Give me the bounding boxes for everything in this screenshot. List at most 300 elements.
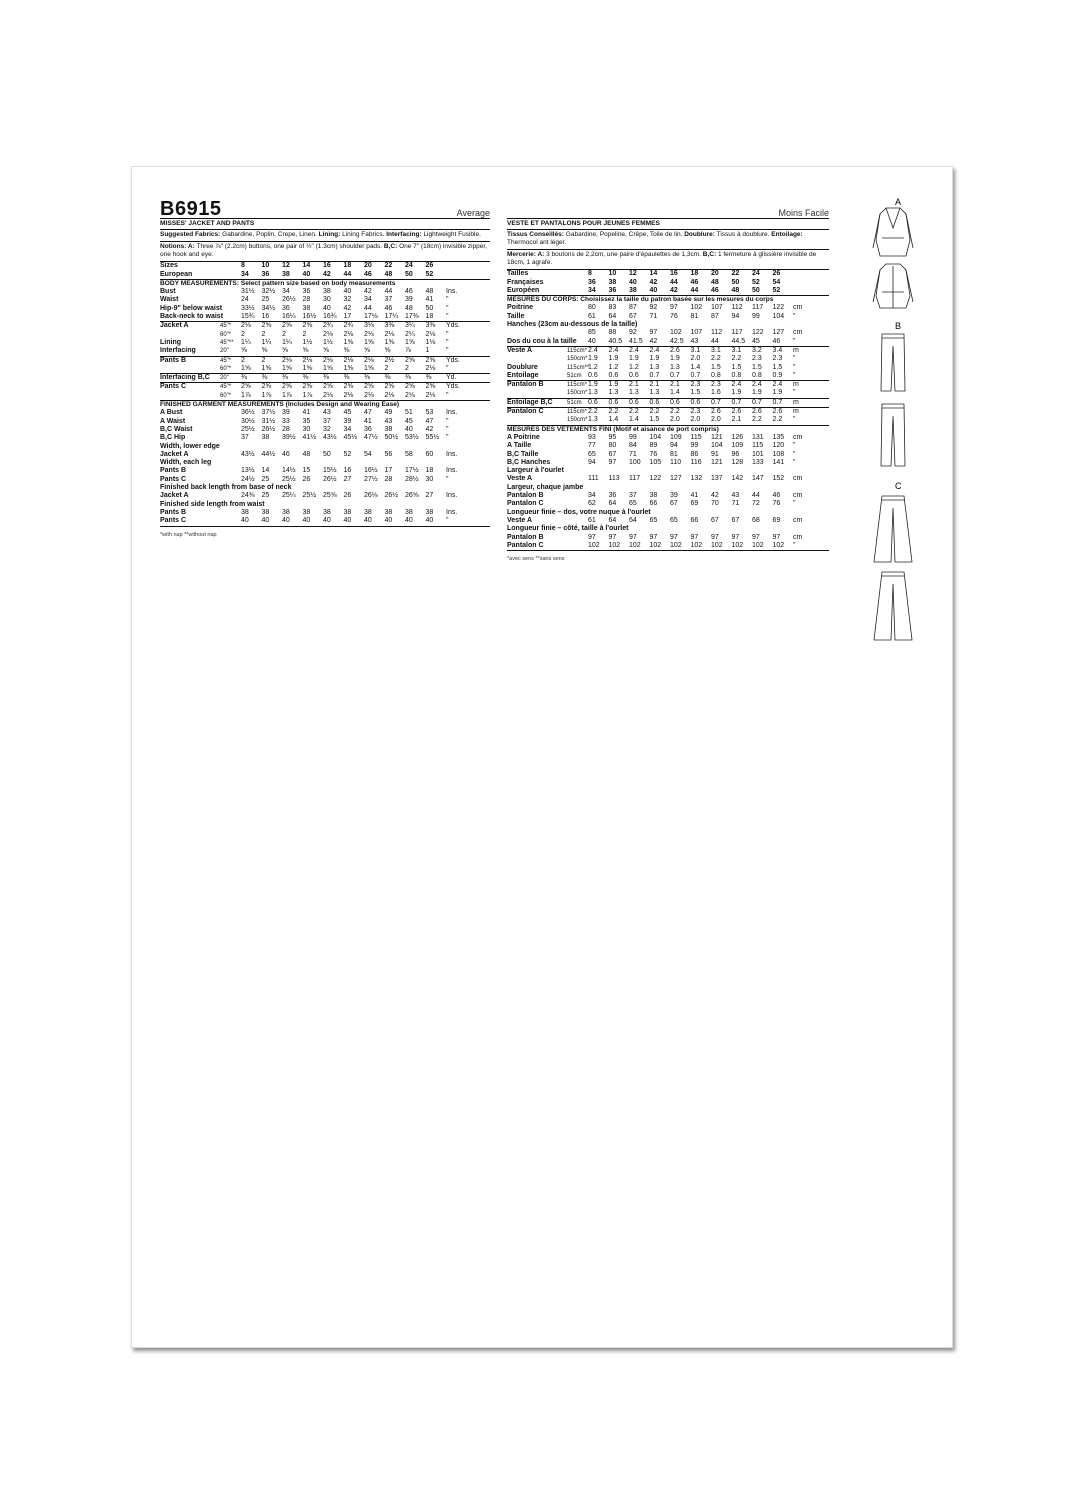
table-row bbox=[160, 509, 490, 517]
unit-label: cm bbox=[793, 304, 803, 312]
size-cell: 24 bbox=[405, 262, 413, 270]
size-cell: 46 bbox=[690, 278, 699, 286]
size-cell: 48 bbox=[731, 286, 740, 294]
table-cell: 2⅝ bbox=[405, 383, 415, 391]
table-cell: 40 bbox=[588, 337, 596, 345]
table-cell: 97 bbox=[670, 304, 678, 312]
table-row bbox=[160, 374, 490, 382]
yardage-group bbox=[507, 408, 829, 426]
table-cell: 1⅞ bbox=[261, 391, 272, 399]
table-cell: 91 bbox=[711, 450, 719, 458]
row-label: B,C Waist bbox=[160, 425, 193, 433]
table-cell: 2.6 bbox=[772, 408, 783, 416]
unit-label: " bbox=[793, 541, 796, 549]
table-row bbox=[160, 313, 490, 321]
table-cell: 2 bbox=[282, 330, 286, 338]
table-row bbox=[507, 338, 829, 346]
table-cell: 1.4 bbox=[608, 416, 619, 424]
table-cell: 0.6 bbox=[649, 398, 660, 406]
table-cell: 97 bbox=[752, 533, 760, 541]
table-cell: 50½ bbox=[384, 434, 399, 442]
table-cell: 0.6 bbox=[690, 398, 701, 406]
table-cell: 121 bbox=[711, 458, 723, 466]
table-cell: 1.5 bbox=[772, 363, 783, 371]
table-cell: 28 bbox=[302, 296, 311, 304]
table-cell: 1¼ bbox=[282, 338, 292, 346]
table-cell: 1.3 bbox=[649, 363, 660, 371]
table-cell: 26 bbox=[302, 475, 311, 483]
table-cell: 40 bbox=[323, 517, 331, 525]
fabric-width: 150cm* bbox=[567, 356, 588, 363]
row-label: Pantalon B bbox=[507, 492, 544, 500]
table-cell: 16¾ bbox=[323, 313, 337, 321]
table-cell: 1.4 bbox=[690, 363, 701, 371]
table-cell: 48 bbox=[302, 450, 311, 458]
sizes-table-fr bbox=[507, 270, 829, 296]
table-cell: 71 bbox=[649, 312, 658, 320]
size-cell: 52 bbox=[772, 286, 781, 294]
table-cell: 64 bbox=[608, 516, 617, 524]
unit-label: " bbox=[793, 416, 796, 424]
table-row bbox=[160, 451, 490, 459]
table-cell: 1.5 bbox=[731, 363, 742, 371]
unit-label: " bbox=[793, 371, 796, 379]
table-cell: 18 bbox=[425, 467, 434, 475]
size-cell: 34 bbox=[241, 270, 249, 278]
table-cell: 71 bbox=[629, 450, 637, 458]
table-cell: 1.3 bbox=[588, 389, 598, 397]
table-cell: 97 bbox=[649, 329, 658, 337]
unit-label: Ins. bbox=[446, 288, 458, 296]
table-cell: 97 bbox=[629, 533, 637, 541]
size-cell: 44 bbox=[343, 270, 352, 278]
table-cell: 27½ bbox=[364, 475, 378, 483]
fabric-width: 51cm bbox=[567, 399, 582, 406]
table-cell: 96 bbox=[731, 450, 740, 458]
table-cell: 2⅛ bbox=[343, 356, 354, 364]
table-cell: 0.6 bbox=[588, 371, 598, 379]
table-cell: 0.6 bbox=[608, 398, 619, 406]
fabric-width: 45"* bbox=[220, 384, 232, 391]
table-row bbox=[507, 434, 829, 442]
row-label: Poitrine bbox=[507, 304, 534, 312]
unit-label: " bbox=[793, 337, 796, 345]
table-cell: 2⅛ bbox=[405, 391, 415, 399]
table-cell: 1¼ bbox=[241, 338, 251, 346]
table-cell: 101 bbox=[752, 450, 764, 458]
table-row bbox=[507, 500, 829, 508]
table-cell: 2.3 bbox=[772, 355, 783, 363]
table-cell: 81 bbox=[670, 450, 678, 458]
table-cell: 97 bbox=[772, 533, 781, 541]
table-cell: 1⅝ bbox=[343, 338, 354, 346]
table-cell: 152 bbox=[772, 475, 785, 483]
table-cell: 50 bbox=[425, 304, 434, 312]
table-cell: 1.3 bbox=[588, 416, 598, 424]
table-cell: 34 bbox=[343, 425, 352, 433]
size-cell: 8 bbox=[241, 262, 245, 270]
table-cell: 36 bbox=[302, 288, 311, 296]
size-row bbox=[160, 271, 490, 279]
table-row bbox=[507, 313, 829, 321]
size-cell: 42 bbox=[649, 278, 658, 286]
table-cell: 65 bbox=[629, 500, 637, 508]
table-cell: ⅜ bbox=[384, 374, 391, 382]
table-row bbox=[507, 475, 829, 483]
size-cell: 34 bbox=[588, 286, 596, 294]
table-cell: 2⅛ bbox=[425, 391, 436, 399]
size-cell: 22 bbox=[731, 270, 740, 278]
table-cell: 2.4 bbox=[649, 346, 660, 354]
unit-label: cm bbox=[793, 433, 803, 441]
table-cell: 38 bbox=[425, 508, 434, 516]
size-cell: 40 bbox=[629, 278, 637, 286]
table-cell: 41 bbox=[690, 492, 699, 500]
table-cell: 38 bbox=[364, 508, 372, 516]
table-cell: 2⅝ bbox=[364, 383, 374, 391]
unit-label: cm bbox=[793, 329, 803, 337]
table-cell: 3¼ bbox=[405, 322, 415, 330]
table-cell: 42.5 bbox=[670, 337, 684, 345]
table-cell: 14 bbox=[261, 467, 270, 475]
table-cell: ⅜ bbox=[302, 374, 309, 382]
table-cell: 37½ bbox=[261, 409, 276, 417]
row-label: Pantalon C bbox=[507, 500, 544, 508]
table-cell: 17 bbox=[384, 467, 393, 475]
table-cell: 39 bbox=[670, 492, 678, 500]
table-cell: 2 bbox=[405, 364, 409, 372]
yardage-group bbox=[160, 383, 490, 401]
row-label: B,C Hanches bbox=[507, 458, 551, 466]
table-cell: 67 bbox=[711, 516, 719, 524]
table-cell: 102 bbox=[670, 329, 682, 337]
table-cell: 109 bbox=[731, 442, 744, 450]
table-row bbox=[160, 434, 490, 442]
table-cell: 3⅜ bbox=[425, 322, 436, 330]
french-title: VESTE ET PANTALONS POUR JEUNES FEMMES bbox=[507, 219, 829, 230]
table-cell: 1.5 bbox=[649, 416, 660, 424]
table-cell: 0.7 bbox=[670, 371, 680, 379]
table-row bbox=[160, 409, 490, 417]
table-cell: 44 bbox=[384, 288, 393, 296]
table-row bbox=[507, 321, 829, 329]
table-cell: 117 bbox=[731, 329, 743, 337]
yardage-group bbox=[160, 357, 490, 375]
table-cell: 58 bbox=[405, 450, 413, 458]
table-cell: 133 bbox=[752, 458, 764, 466]
size-cell: 52 bbox=[425, 270, 434, 278]
table-row bbox=[507, 329, 829, 337]
size-cell: 38 bbox=[608, 278, 617, 286]
table-cell: 97 bbox=[608, 458, 617, 466]
garment-sketches bbox=[868, 196, 918, 656]
fabric-width: 115cm* bbox=[567, 382, 587, 389]
table-cell: 40 bbox=[405, 517, 413, 525]
table-row bbox=[160, 517, 490, 525]
table-cell: 1⅞ bbox=[241, 391, 251, 399]
size-cell: 20 bbox=[364, 262, 372, 270]
english-title: MISSES' JACKET AND PANTS bbox=[160, 219, 490, 230]
unit-label: " bbox=[446, 347, 449, 355]
table-cell: 105 bbox=[649, 458, 662, 466]
table-cell: 2⅛ bbox=[282, 356, 292, 364]
table-cell: 2.2 bbox=[772, 416, 783, 424]
table-cell: 1⅝ bbox=[302, 364, 313, 372]
table-cell: ⅜ bbox=[364, 374, 370, 382]
unit-label: " bbox=[793, 442, 796, 450]
table-cell: 34 bbox=[282, 288, 290, 296]
size-cell: 48 bbox=[711, 278, 719, 286]
table-cell: 61 bbox=[588, 516, 596, 524]
row-label: A Taille bbox=[507, 442, 532, 450]
table-cell: 41 bbox=[302, 409, 311, 417]
table-cell: 2⅝ bbox=[425, 383, 436, 391]
table-cell: 102 bbox=[670, 541, 682, 549]
table-cell: 2.3 bbox=[711, 381, 721, 389]
table-cell: 94 bbox=[670, 442, 678, 450]
table-cell: 84 bbox=[629, 442, 637, 450]
table-row bbox=[160, 467, 490, 475]
table-row bbox=[507, 525, 829, 533]
table-cell: 53 bbox=[425, 409, 434, 417]
table-cell: 1.9 bbox=[588, 355, 598, 363]
table-cell: 102 bbox=[772, 541, 785, 549]
table-cell: 70 bbox=[711, 500, 719, 508]
table-cell: 30½ bbox=[241, 417, 255, 425]
table-cell: ⅝ bbox=[302, 347, 309, 355]
size-cell: 50 bbox=[731, 278, 740, 286]
table-cell: 127 bbox=[772, 329, 785, 337]
table-cell: 0.7 bbox=[772, 398, 783, 406]
table-cell: 32 bbox=[343, 296, 352, 304]
table-cell: 102 bbox=[752, 541, 764, 549]
table-row bbox=[507, 304, 829, 312]
table-cell: 120 bbox=[772, 442, 785, 450]
table-cell: 54 bbox=[364, 450, 372, 458]
table-cell: 16 bbox=[343, 467, 352, 475]
table-row bbox=[160, 347, 490, 355]
table-cell: 1.3 bbox=[649, 389, 660, 397]
table-cell: 13½ bbox=[241, 467, 255, 475]
table-cell: 1⅞ bbox=[302, 391, 313, 399]
row-label: Longueur finie – dos, votre nuque à l'ourlet bbox=[507, 508, 651, 516]
pattern-code: B6915 bbox=[160, 198, 222, 220]
row-label: Interfacing B,C bbox=[160, 374, 210, 382]
table-cell: 99 bbox=[752, 312, 760, 320]
table-cell: 61 bbox=[588, 312, 596, 320]
table-cell: 2.6 bbox=[711, 408, 721, 416]
row-label: A Poitrine bbox=[507, 433, 540, 441]
table-cell: 2⅝ bbox=[282, 383, 292, 391]
table-cell: 2⅝ bbox=[282, 322, 292, 330]
table-cell: 2¾ bbox=[323, 322, 333, 330]
notions: Notions: A: Three ⅞" (2.2cm) buttons, one pair of ½" (1.3cm) shoulder pads. B,C: One 7" (18cm) invisible zipper, one hook and eye. bbox=[160, 242, 490, 262]
row-label: Largeur, chaque jambe bbox=[507, 483, 584, 491]
fabric-width: 115cm* bbox=[567, 347, 587, 354]
row-label: Pantalon C bbox=[507, 408, 544, 416]
table-cell: 45 bbox=[405, 417, 413, 425]
row-label: Entoilage bbox=[507, 371, 539, 379]
table-cell: 108 bbox=[772, 450, 785, 458]
table-cell: 115 bbox=[690, 433, 702, 441]
row-label: Width, lower edge bbox=[160, 442, 220, 450]
table-row bbox=[507, 459, 829, 467]
unit-label: cm bbox=[793, 492, 803, 500]
unit-label: " bbox=[446, 517, 449, 525]
table-cell: ⅜ bbox=[425, 374, 432, 382]
table-cell: 38 bbox=[302, 304, 311, 312]
table-cell: 1.9 bbox=[608, 355, 619, 363]
size-cell: 40 bbox=[649, 286, 658, 294]
table-row bbox=[160, 484, 490, 492]
finished-measurements-fr bbox=[507, 426, 829, 551]
table-row bbox=[507, 442, 829, 450]
table-cell: 16¼ bbox=[282, 313, 296, 321]
table-cell: 2.1 bbox=[629, 381, 639, 389]
table-cell: 115 bbox=[752, 442, 764, 450]
table-cell: 2⅛ bbox=[323, 391, 333, 399]
table-cell: 43 bbox=[323, 409, 331, 417]
table-cell: 2.4 bbox=[608, 346, 619, 354]
table-cell: 2.6 bbox=[731, 408, 742, 416]
table-cell: 2 bbox=[384, 364, 389, 372]
table-cell: 30 bbox=[302, 425, 311, 433]
table-cell: 2.0 bbox=[690, 416, 701, 424]
table-cell: 2 bbox=[302, 330, 307, 338]
table-cell: 38 bbox=[302, 508, 311, 516]
row-label: Doublure bbox=[507, 363, 538, 371]
table-cell: 51 bbox=[405, 409, 413, 417]
table-cell: 36 bbox=[608, 492, 617, 500]
table-cell: 64 bbox=[608, 500, 617, 508]
table-cell: 67 bbox=[629, 312, 637, 320]
table-cell: 16½ bbox=[302, 313, 317, 321]
table-cell: 37 bbox=[323, 417, 331, 425]
unit-label: " bbox=[446, 434, 449, 442]
table-row bbox=[160, 426, 490, 434]
table-cell: 40 bbox=[425, 517, 434, 525]
row-label: Bust bbox=[160, 288, 176, 296]
english-column bbox=[160, 200, 490, 539]
table-cell: 132 bbox=[690, 475, 703, 483]
table-cell: 126 bbox=[731, 433, 744, 441]
table-cell: 2¼ bbox=[405, 330, 415, 338]
table-cell: 2.3 bbox=[752, 355, 762, 363]
unit-label: Ins. bbox=[446, 492, 458, 500]
unit-label: " bbox=[446, 296, 449, 304]
english-header bbox=[160, 200, 490, 219]
table-row bbox=[507, 364, 829, 372]
table-cell: 92 bbox=[649, 304, 658, 312]
table-cell: 109 bbox=[670, 433, 682, 441]
size-cell: 14 bbox=[302, 262, 311, 270]
table-cell: 34½ bbox=[261, 304, 276, 312]
row-label: Jacket A bbox=[160, 322, 189, 330]
table-cell: 43 bbox=[384, 417, 393, 425]
size-cell: 16 bbox=[323, 262, 331, 270]
table-cell: ⅜ bbox=[261, 374, 268, 382]
table-cell: 39 bbox=[282, 409, 290, 417]
table-cell: 41½ bbox=[302, 434, 317, 442]
table-cell: 2⅛ bbox=[364, 356, 374, 364]
size-cell: 18 bbox=[343, 262, 352, 270]
table-cell: 1.2 bbox=[629, 363, 639, 371]
table-cell: 0.6 bbox=[608, 371, 619, 379]
table-cell: 89 bbox=[649, 442, 658, 450]
table-cell: 112 bbox=[731, 304, 743, 312]
unit-label: cm bbox=[793, 516, 803, 524]
table-cell: 1.9 bbox=[649, 355, 660, 363]
table-cell: 2.2 bbox=[731, 355, 742, 363]
finished-measurements-title-fr: MESURES DES VÊTEMENTS FINI (Motif et aisance de port compris) bbox=[507, 425, 719, 433]
table-cell: 24 bbox=[241, 296, 249, 304]
table-cell: 26½ bbox=[261, 425, 276, 433]
table-cell: 117 bbox=[752, 304, 764, 312]
table-cell: 2.3 bbox=[690, 381, 701, 389]
table-cell: 102 bbox=[649, 541, 662, 549]
table-cell: 80 bbox=[588, 304, 596, 312]
table-cell: 1.9 bbox=[752, 389, 762, 397]
table-cell: 2⅝ bbox=[302, 322, 313, 330]
table-row bbox=[507, 389, 829, 397]
size-cell: 24 bbox=[752, 270, 760, 278]
size-cell: 54 bbox=[772, 278, 781, 286]
table-cell: 40 bbox=[261, 517, 270, 525]
table-cell: 2½ bbox=[384, 356, 395, 364]
table-cell: ⅝ bbox=[323, 347, 329, 355]
table-row bbox=[507, 492, 829, 500]
table-cell: 40 bbox=[343, 517, 352, 525]
table-cell: 0.6 bbox=[629, 398, 639, 406]
table-cell: 64 bbox=[629, 516, 637, 524]
table-cell: 26 bbox=[343, 492, 352, 500]
table-cell: 31½ bbox=[261, 417, 276, 425]
table-cell: 38 bbox=[384, 508, 393, 516]
table-cell: 3⅜ bbox=[384, 322, 395, 330]
table-cell: 99 bbox=[629, 433, 637, 441]
table-cell: 111 bbox=[588, 475, 599, 483]
table-cell: 137 bbox=[711, 475, 723, 483]
table-cell: 2 bbox=[241, 356, 245, 364]
table-cell: 97 bbox=[690, 533, 699, 541]
table-cell: 38 bbox=[405, 508, 413, 516]
body-measurements bbox=[160, 280, 490, 322]
table-cell: 15 bbox=[302, 467, 311, 475]
unit-label: " bbox=[793, 450, 796, 458]
unit-label: " bbox=[793, 500, 796, 508]
table-cell: 85 bbox=[588, 329, 596, 337]
table-cell: 38 bbox=[649, 492, 658, 500]
fabric-width: 45"** bbox=[220, 339, 234, 346]
table-cell: 45 bbox=[752, 337, 760, 345]
row-label: Interfacing bbox=[160, 347, 196, 355]
table-cell: 102 bbox=[731, 541, 744, 549]
table-cell: 131 bbox=[752, 433, 764, 441]
unit-label: " bbox=[446, 475, 449, 483]
unit-label: " bbox=[446, 304, 449, 312]
table-cell: 43 bbox=[731, 492, 740, 500]
table-cell: 69 bbox=[772, 516, 781, 524]
table-cell: 93 bbox=[588, 433, 596, 441]
table-cell: 71 bbox=[731, 500, 740, 508]
table-cell: 2.0 bbox=[711, 416, 721, 424]
table-cell: 18 bbox=[425, 313, 434, 321]
table-cell: 2⅛ bbox=[343, 330, 354, 338]
unit-label: m bbox=[793, 398, 799, 406]
table-cell: 88 bbox=[608, 329, 617, 337]
table-cell: 45½ bbox=[343, 434, 358, 442]
table-cell: 1.3 bbox=[608, 389, 619, 397]
